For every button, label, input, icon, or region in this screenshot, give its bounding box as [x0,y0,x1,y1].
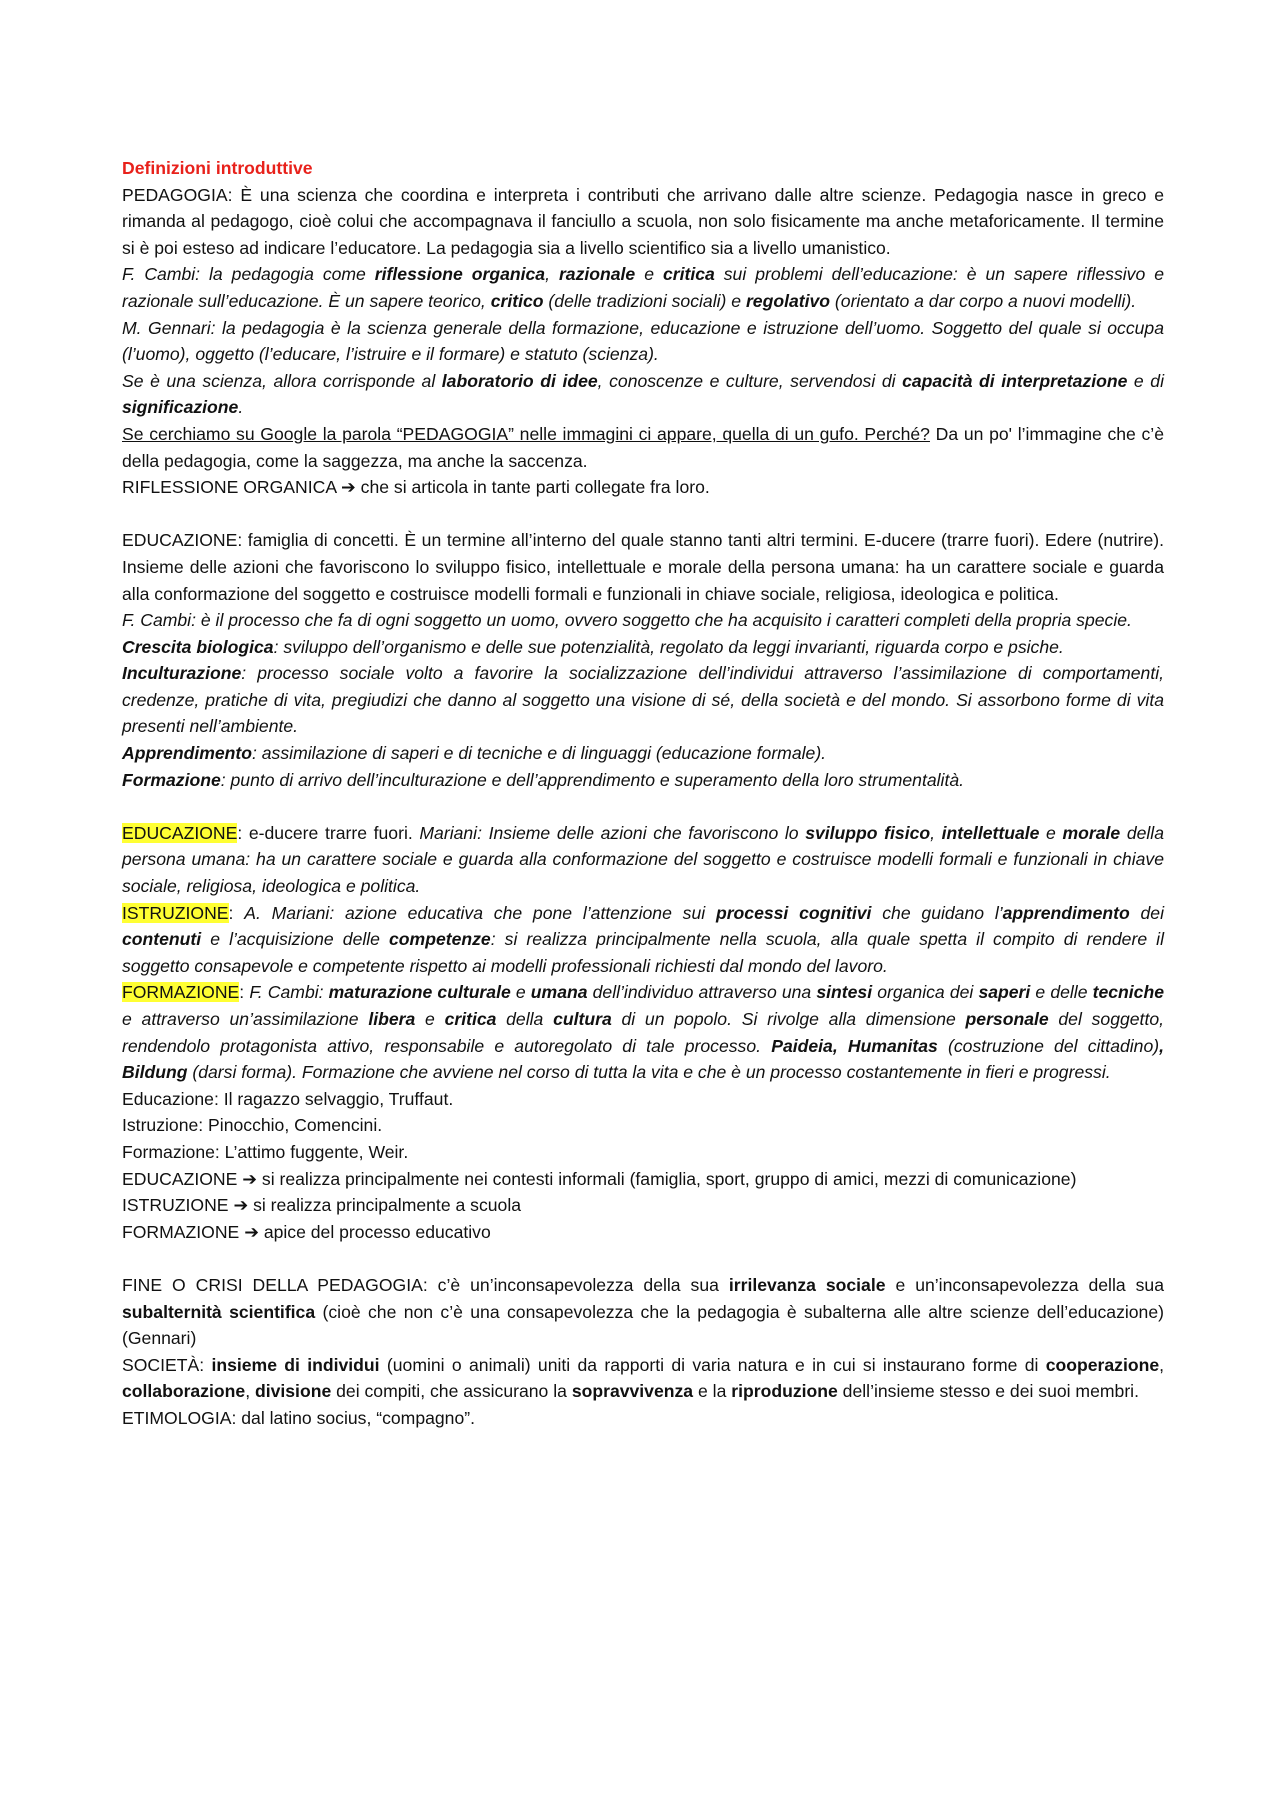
bold-term: irrilevanza sociale [728,1274,886,1295]
contesto-educazione [122,1166,1164,1193]
document-page [122,155,1164,1432]
italic-run: , [930,822,942,843]
bold-term: divisione [254,1381,332,1402]
italic-run: Mariani: Insieme delle azioni che favoriscono lo [419,822,806,843]
blank-line [122,793,1164,820]
highlighted-term: EDUCAZIONE [122,822,238,843]
arrow-right-icon: ➔ [242,1168,257,1189]
bold-term: laboratorio di idee [441,370,598,391]
bold-term: libera [368,1009,416,1029]
text-run: e di [1127,370,1164,391]
text-run: , [545,264,559,285]
bold-term: intellettuale [941,822,1040,843]
text-run: FINE O CRISI DELLA PEDAGOGIA: c’è un’inconsapevolezza della sua [122,1274,729,1295]
contesto-text: apice del processo educativo [263,1221,491,1242]
bold-term: Paideia, Humanitas [771,1035,938,1056]
italic-run: della persona umana: ha un carattere sociale e guarda alla conformazione del soggetto e costruisce modelli formali e funzionali in chiave sociale, religiosa, ideologica e politica. [122,822,1164,897]
educazione-definition: EDUCAZIONE: famiglia di concetti. È un termine all’interno del quale stanno tanti altri termini. E-ducere (trarre fuori). Edere (nutrire). Insieme delle azioni che favoriscono lo sviluppo fisico, intellettuale e morale della persona umana: ha un carattere sociale e guarda alla conformazione del soggetto e costruisce modelli formali e funzionali in chiave sociale, religiosa, ideologica e politica. [122,530,1164,604]
text-run: dell’insieme stesso e dei suoi membri. [837,1381,1139,1402]
text-run: : [228,902,245,923]
highlighted-term: ISTRUZIONE [122,902,229,923]
bold-term: subalternità scientifica [122,1301,316,1322]
riflessione-text: che si articola in tante parti collegate fra loro. [360,477,710,498]
bold-term: personale [965,1009,1049,1029]
text-run: : punto di arrivo dell’inculturazione e dell’apprendimento e superamento della loro strumentalità. [220,769,965,790]
bold-term: critica [444,1009,497,1029]
text-run: , conoscenze e culture, servendosi di [597,370,903,391]
text-run: e la [693,1381,732,1402]
text-run: e un’inconsapevolezza della sua [885,1274,1164,1295]
bold-term: critica [662,264,715,285]
highlighted-term: FORMAZIONE [122,982,240,1003]
film-educazione: Educazione: Il ragazzo selvaggio, Truffaut. [122,1088,454,1109]
bold-term: insieme di individui [211,1354,380,1375]
formazione-paragraph [122,767,1164,794]
bold-term: competenze [389,929,491,950]
italic-run: che guidano l’ [871,902,1003,923]
gennari-paragraph: M. Gennari: la pedagogia è la scienza generale della formazione, educazione e istruzione dell’uomo. Soggetto del quale si occupa (l’uomo), oggetto (l’educare, l’istruire e il formare) e statuto (scienza). [122,317,1164,365]
bold-term: riproduzione [731,1381,838,1402]
bold-term: , Bildung [122,1035,1164,1083]
bold-term: capacità di interpretazione [902,370,1128,391]
bold-term: cultura [553,1009,612,1029]
italic-run: organica dei [872,982,979,1003]
text-run: e [635,264,663,285]
bold-term: morale [1062,822,1121,843]
cambi-pedagogia-paragraph [122,261,1164,314]
italic-run: e [510,982,531,1003]
text-run: F. Cambi: la pedagogia come [122,264,375,285]
italic-run: e delle [1030,982,1093,1003]
fine-crisi-paragraph [122,1272,1164,1352]
formazione-highlight-paragraph [122,979,1164,1085]
riflessione-organica-line [122,474,1164,501]
bold-term: Formazione [122,769,221,790]
text-run: (delle tradizioni sociali) e [543,290,746,311]
google-paragraph [122,421,1164,474]
contesto-text: si realizza principalmente nei contesti informali (famiglia, sport, gruppo di amici, mezzi di comunicazione) [261,1168,1077,1189]
italic-run: e [415,1009,445,1029]
italic-run: A. Mariani: azione educativa che pone l’attenzione sui [244,902,716,923]
italic-run: del soggetto, rendendolo protagonista attivo, responsabile e autoregolato di tale processo. [122,1009,1165,1056]
contesto-label: EDUCAZIONE [122,1168,238,1189]
bold-term: apprendimento [1002,902,1130,923]
arrow-right-icon: ➔ [341,477,356,498]
contesto-label: ISTRUZIONE [122,1195,229,1216]
inculturazione-paragraph [122,660,1164,740]
contesto-text: si realizza principalmente a scuola [253,1195,522,1216]
film-formazione: Formazione: L’attimo fuggente, Weir. [122,1141,409,1162]
bold-term: Apprendimento [122,743,252,764]
bold-term: critico [490,290,544,311]
scienza-paragraph [122,368,1164,421]
google-question: Se cerchiamo su Google la parola “PEDAGOGIA” nelle immagini ci appare, quella di un gufo. Perché? [122,423,930,444]
pedagogia-text: È una scienza che coordina e interpreta i contributi che arrivano dalle altre scienze. Pedagogia nasce in greco e rimanda al pedagogo, cioè colui che accompagnava il fanciullo a scuola, non solo fisicamente ma anche metaforicamente. Il termine si è poi esteso ad indicare l’educatore. La pedagogia sia a livello scientifico sia a livello umanistico. [122,184,1165,258]
apprendimento-paragraph [122,740,1164,767]
italic-run: dell’individuo attraverso una [587,982,817,1003]
blank-line [122,1245,1164,1272]
contesto-istruzione [122,1192,1164,1219]
istruzione-highlight-paragraph [122,900,1164,980]
cambi-educazione-paragraph: F. Cambi: è il processo che fa di ogni soggetto un uomo, ovvero soggetto che ha acquisito i caratteri completi della propria specie. [122,610,1132,631]
google-answer: Da un po' l’immagine che c’è della pedagogia, come la saggezza, ma anche la saccenza. [122,423,1164,471]
bold-term: significazione [122,397,239,418]
bold-term: riflessione organica [374,264,546,285]
italic-run: (costruzione del cittadino) [937,1035,1160,1056]
bold-term: regolativo [745,290,831,311]
riflessione-label: RIFLESSIONE ORGANICA [122,477,337,498]
societa-paragraph [122,1352,1164,1405]
arrow-right-icon: ➔ [244,1221,259,1242]
text-run: (cioè che non c’è una consapevolezza che la pedagogia è subalterna alle altre scienze dell’educazione) (Gennari) [122,1301,1164,1349]
italic-run: F. Cambi: [249,982,329,1003]
bold-term: Inculturazione [122,663,242,684]
bold-term: razionale [558,264,636,285]
arrow-right-icon: ➔ [233,1195,249,1216]
text-run: dei compiti, che assicurano la [331,1381,572,1402]
italic-run: (darsi forma). Formazione che avviene nel corso di tutta la vita e che è un processo costantemente in fieri e progressi. [187,1062,1111,1083]
bold-term: sopravvivenza [571,1381,694,1402]
text-run: . [238,397,244,418]
italic-run: : si realizza principalmente nella scuola, alla quale spetta il compito di rendere il soggetto consapevole e competente rispetto ai modelli professionali richiesti dal mondo del lavoro. [122,929,1164,976]
bold-term: sviluppo fisico [805,822,931,843]
text-run: (orientato a dar corpo a nuovi modelli). [830,290,1137,311]
crescita-biologica-paragraph [122,634,1164,661]
bold-term: tecniche [1092,982,1164,1003]
italic-run: di un popolo. Si rivolge alla dimensione [611,1009,966,1029]
bold-term: sintesi [816,982,873,1003]
text-run: , [1159,1354,1165,1375]
educazione-highlight-paragraph [122,820,1164,900]
bold-term: saperi [978,982,1031,1003]
text-run: : sviluppo dell’organismo e delle sue potenzialità, regolato da leggi invarianti, riguarda corpo e psiche. [273,636,1064,657]
contesto-formazione [122,1219,1164,1246]
italic-run: e [1039,822,1063,843]
text-run: : assimilazione di saperi e di tecniche e di linguaggi (educazione formale). [252,743,827,764]
italic-run: e attraverso un’assimilazione [122,1009,369,1029]
bold-term: Crescita biologica [122,636,274,657]
bold-term: processi cognitivi [715,902,872,923]
blank-line [122,501,1164,528]
bold-term: cooperazione [1045,1354,1160,1375]
contesto-label: FORMAZIONE [122,1221,240,1242]
text-run: : [239,982,250,1003]
text-run: : processo sociale volto a favorire la socializzazione dell’individui attraverso l’assimilazione di comportamenti, credenze, pratiche di vita, pregiudizi che danno al soggetto una visione di sé, della società e del mondo. Si assorbono forme di vita presenti nell’ambiente. [122,663,1164,737]
pedagogia-label: PEDAGOGIA: [122,184,233,205]
italic-run: e l’acquisizione delle [201,929,390,950]
societa-label: SOCIETÀ: [122,1354,205,1375]
etimologia-line: ETIMOLOGIA: dal latino socius, “compagno”. [122,1407,475,1428]
text-run: sui problemi dell’educazione: è un sapere riflessivo e razionale sull’educazione. È un sapere teorico, [122,264,1164,311]
bold-term: collaborazione [122,1381,246,1402]
text-run: , [245,1381,255,1402]
bold-term: contenuti [122,929,202,950]
film-istruzione: Istruzione: Pinocchio, Comencini. [122,1115,383,1136]
italic-run: dei [1129,902,1164,923]
bold-term: umana [530,982,588,1003]
pedagogia-definition [122,182,1164,262]
text-run: (uomini o animali) uniti da rapporti di varia natura e in cui si instaurano forme di [379,1354,1046,1375]
text-run: Se è una scienza, allora corrisponde al [122,370,442,391]
section-title: Definizioni introduttive [122,158,313,178]
italic-run: della [496,1009,554,1029]
text-run: : e-ducere trarre fuori. [237,822,420,843]
bold-term: maturazione culturale [328,982,511,1003]
